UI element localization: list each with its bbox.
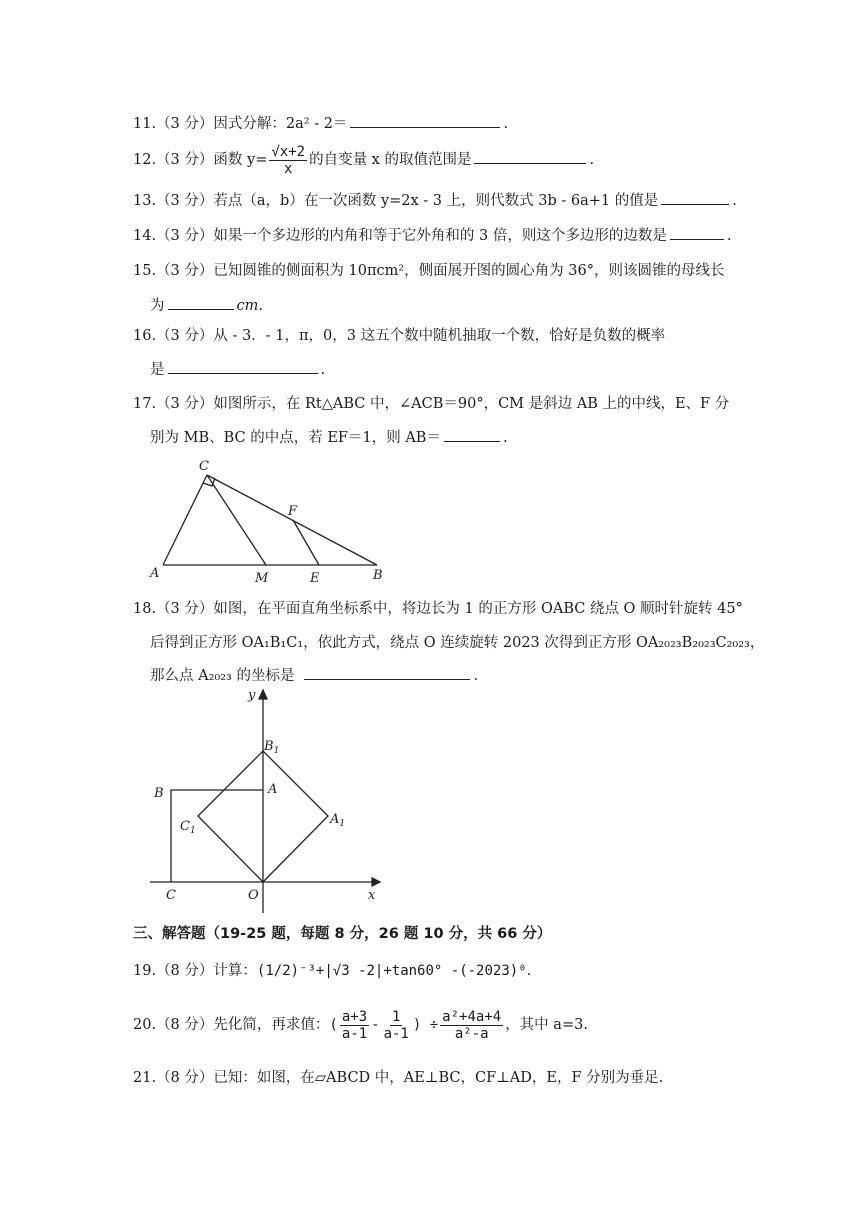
q19-pre: 计算： bbox=[213, 963, 257, 979]
label-B1-main: B bbox=[264, 739, 274, 754]
label-C: C bbox=[166, 888, 176, 903]
label-C1 bbox=[180, 819, 196, 836]
q20-minus: - bbox=[371, 1017, 380, 1033]
q12-pre: 函数 y= bbox=[213, 152, 268, 168]
q17-triangle-figure bbox=[140, 455, 400, 585]
q20-frac1 bbox=[340, 1009, 369, 1042]
q11-points: （3 分） bbox=[156, 116, 214, 132]
q13-answer-blank[interactable] bbox=[661, 190, 729, 205]
question-16 bbox=[133, 325, 740, 347]
q12-frac-denominator: x bbox=[284, 160, 293, 177]
q18-line2: 后得到正方形 OA₁B₁C₁，依此方式，绕点 O 连续旋转 2023 次得到正方形 OA₂₀₂₃B₂₀₂₃C₂₀₂₃， bbox=[150, 635, 765, 651]
q17-number: 17. bbox=[133, 396, 157, 412]
question-14 bbox=[133, 225, 740, 247]
q16-points: （3 分） bbox=[156, 328, 214, 344]
q16-line1: 从 - 3．- 1，π，0，3 这五个数中随机抽取一个数，恰好是负数的概率 bbox=[213, 328, 666, 344]
q15-line2-pre: 为 bbox=[150, 298, 165, 314]
label-A: A bbox=[150, 566, 160, 581]
q12-fraction bbox=[269, 144, 307, 177]
q11-end: . bbox=[503, 116, 509, 132]
line-CB bbox=[207, 475, 377, 565]
question-18-line3 bbox=[150, 665, 740, 687]
question-17-line2 bbox=[150, 427, 740, 449]
q20-frac2-num: 1 bbox=[392, 1008, 401, 1025]
q20-post: ，其中 a=3. bbox=[505, 1017, 588, 1033]
q14-text: 如果一个多边形的内角和等于它外角和的 3 倍，则这个多边形的边数是 bbox=[213, 228, 667, 244]
q18-coordinate-figure bbox=[140, 685, 390, 915]
label-C: C bbox=[199, 459, 209, 474]
question-12 bbox=[133, 140, 740, 180]
label-x: x bbox=[368, 888, 376, 903]
q11-answer-blank[interactable] bbox=[350, 113, 500, 128]
label-M: M bbox=[255, 571, 269, 585]
label-A1-sub: 1 bbox=[339, 819, 346, 829]
q15-answer-blank[interactable] bbox=[168, 295, 234, 310]
q12-answer-blank[interactable] bbox=[474, 149, 586, 164]
q13-number: 13. bbox=[133, 193, 157, 209]
q13-text: 若点（a，b）在一次函数 y=2x - 3 上，则代数式 3b - 6a+1 的值是 bbox=[213, 193, 659, 209]
q17-line2: 别为 MB、BC 的中点，若 EF＝1，则 AB＝ bbox=[150, 430, 441, 446]
q12-number: 12. bbox=[133, 152, 157, 168]
question-16-line2 bbox=[150, 359, 740, 381]
q12-end: . bbox=[589, 152, 595, 168]
q15-line1: 已知圆锥的侧面积为 10πcm²，侧面展开图的圆心角为 36°，则该圆锥的母线长 bbox=[213, 263, 725, 279]
question-15 bbox=[133, 260, 740, 282]
question-18 bbox=[133, 598, 743, 620]
q12-post: 的自变量 x 的取值范围是 bbox=[309, 152, 472, 168]
q20-close-div: ) ÷ bbox=[412, 1017, 439, 1033]
q19-points: （8 分） bbox=[156, 963, 214, 979]
q15-number: 15. bbox=[133, 263, 157, 279]
q20-frac3-den: a²-a bbox=[454, 1025, 489, 1042]
label-B1 bbox=[263, 739, 279, 756]
q16-answer-blank[interactable] bbox=[168, 359, 318, 374]
q14-answer-blank[interactable] bbox=[670, 225, 724, 240]
q17-line1: 如图所示，在 Rt△ABC 中，∠ACB＝90°，CM 是斜边 AB 上的中线，E、F 分 bbox=[213, 396, 730, 412]
q21-number: 21. bbox=[133, 1070, 157, 1086]
q18-line3: 那么点 A₂₀₂₃ 的坐标是 bbox=[150, 668, 295, 684]
q20-frac2-den: a-1 bbox=[383, 1025, 409, 1042]
q13-end: . bbox=[732, 193, 737, 209]
line-AC bbox=[163, 475, 207, 565]
q16-end: . bbox=[320, 362, 326, 378]
q14-points: （3 分） bbox=[156, 228, 214, 244]
label-A: A bbox=[268, 782, 278, 797]
label-A1 bbox=[329, 812, 345, 829]
label-F: F bbox=[288, 504, 298, 519]
q18-end: . bbox=[473, 668, 479, 684]
q19-number: 19. bbox=[133, 963, 157, 979]
q12-frac-numerator: √x+2 bbox=[271, 143, 306, 160]
q14-number: 14. bbox=[133, 228, 157, 244]
q12-points: （3 分） bbox=[156, 152, 214, 168]
q18-line1: 如图，在平面直角坐标系中，将边长为 1 的正方形 OABC 绕点 O 顺时针旋转 45° bbox=[213, 601, 743, 617]
q20-points: （8 分） bbox=[156, 1017, 214, 1033]
q15-points: （3 分） bbox=[156, 263, 214, 279]
q20-frac1-num: a+3 bbox=[341, 1008, 368, 1025]
q19-end: . bbox=[526, 963, 532, 979]
label-C1-sub: 1 bbox=[189, 826, 196, 836]
q11-text: 因式分解：2a² - 2＝ bbox=[213, 116, 348, 132]
q20-pre: 先化简，再求值： bbox=[213, 1017, 330, 1033]
label-B: B bbox=[373, 568, 383, 583]
question-13 bbox=[133, 190, 740, 212]
q17-end: . bbox=[502, 430, 508, 446]
q13-points: （3 分） bbox=[156, 193, 214, 209]
label-B1-sub: 1 bbox=[273, 746, 280, 756]
label-B: B bbox=[154, 786, 164, 801]
question-17 bbox=[133, 393, 740, 415]
question-20 bbox=[133, 1005, 740, 1045]
q21-points: （8 分） bbox=[156, 1070, 214, 1086]
q20-number: 20. bbox=[133, 1017, 157, 1033]
q20-frac3-num: a²+4a+4 bbox=[442, 1008, 502, 1025]
label-y: y bbox=[248, 688, 256, 703]
question-21 bbox=[133, 1067, 740, 1089]
q16-number: 16. bbox=[133, 328, 157, 344]
q14-end: . bbox=[726, 228, 732, 244]
label-O: O bbox=[248, 888, 259, 903]
y-axis-arrow bbox=[259, 690, 267, 699]
line-CM bbox=[207, 475, 266, 565]
q21-text: 已知：如图，在▱ABCD 中，AE⊥BC，CF⊥AD，E，F 分别为垂足. bbox=[213, 1070, 664, 1086]
q20-open-paren: ( bbox=[329, 1017, 338, 1033]
question-19 bbox=[133, 956, 740, 986]
section-3-heading: 三、解答题（19-25 题，每题 8 分，26 题 10 分，共 66 分） bbox=[133, 926, 552, 942]
label-E: E bbox=[310, 571, 320, 585]
question-11 bbox=[133, 113, 740, 135]
q16-line2-pre: 是 bbox=[150, 362, 165, 378]
q18-points: （3 分） bbox=[156, 601, 214, 617]
q17-answer-blank[interactable] bbox=[444, 427, 500, 442]
label-A1-main: A bbox=[330, 812, 340, 827]
q20-frac3 bbox=[440, 1009, 503, 1042]
q11-number: 11. bbox=[133, 116, 157, 132]
x-axis-arrow bbox=[372, 878, 380, 886]
q18-number: 18. bbox=[133, 601, 157, 617]
q15-line2-post: cm. bbox=[236, 298, 263, 314]
q19-expression: (1/2)⁻³+|√3 -2|+tan60° -(-2023)⁰ bbox=[256, 963, 527, 979]
q20-frac1-den: a-1 bbox=[341, 1025, 368, 1042]
q20-frac2 bbox=[382, 1009, 411, 1042]
question-15-line2 bbox=[150, 295, 740, 317]
q17-points: （3 分） bbox=[156, 396, 214, 412]
question-18-line2 bbox=[150, 632, 765, 654]
label-C1-main: C bbox=[180, 819, 190, 834]
q18-answer-blank[interactable] bbox=[304, 665, 470, 680]
